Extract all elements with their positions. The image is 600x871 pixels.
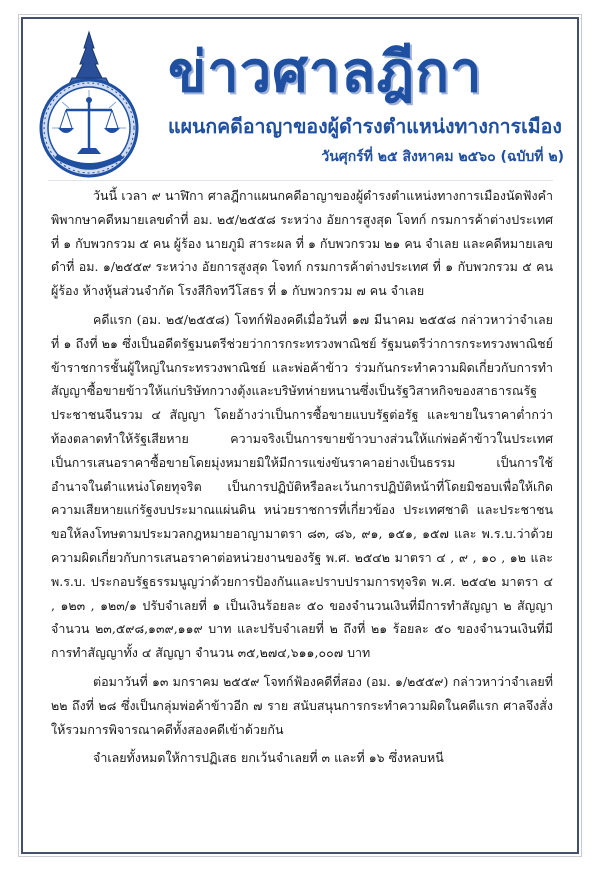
paragraph-second-case: ต่อมาวันที่ ๑๓ มกราคม ๒๕๕๙ โจทก์ฟ้องคดีที่สอง (อม. ๑/๒๕๕๙) กล่าวหาว่าจำเลยที่ ๒๒ ถึงที่ ๒๘ ซึ่งเป็นกลุ่มพ่อค้าข้าวอีก ๗ ราย สนับสนุนการกระทำความผิดในคดีแรก ศาลจึงสั่งให้รวมการพิจารณาคดีทั้งสองคดีเข้าด้วยกัน xyxy=(51,673,553,737)
news-body xyxy=(51,184,553,771)
issue-date-line: วันศุกร์ที่ ๒๕ สิงหาคม ๒๕๖๐ (ฉบับที่ ๒) xyxy=(321,149,564,165)
masthead-subtitle: แผนกคดีอาญาของผู้ดำรงตำแหน่งทางการเมือง xyxy=(168,115,562,138)
paragraph-first-case: คดีแรก (อม. ๒๕/๒๕๕๘) โจทก์ฟ้องคดีเมื่อวันที่ ๑๗ มีนาคม ๒๕๕๘ กล่าวหาว่าจำเลยที่ ๑ ถึงที่ ๒๑ ซึ่งเป็นอดีตรัฐมนตรีช่วยว่าการกระทรวงพาณิชย์ รัฐมนตรีว่าการกระทรวงพาณิชย์ ข้าราชการชั้นผู้ใหญ่ในกระทรวงพาณิชย์ และพ่อค้าข้าว ร่วมกันกระทำความผิดเกี่ยวกับการทำสัญญาซื้อขายข้าวให้แก่บริษัทกวางตุ้งและบริษัทห่ายหนานซึ่งเป็นรัฐวิสาหกิจของสาธารณรัฐประชาชนจีนรวม ๔ สัญญา โดยอ้างว่าเป็นการซื้อขายแบบรัฐต่อรัฐ และขายในราคาต่ำกว่าท้องตลาดทำให้รัฐเสียหาย ความจริงเป็นการขายข้าวบางส่วนให้แก่พ่อค้าข้าวในประเทศเป็นการเสนอราคาซื้อขายโดยมุ่งหมายมิให้มีการแข่งขันราคาอย่างเป็นธรรม เป็นการใช้อำนาจในตำแหน่งโดยทุจริต เป็นการปฏิบัติหรือละเว้นการปฏิบัติหน้าที่โดยมิชอบเพื่อให้เกิดความเสียหายแก่รัฐงบประมาณแผ่นดิน หน่วยราชการที่เกี่ยวข้อง ประเทศชาติ และประชาชน ขอให้ลงโทษตามประมวลกฎหมายอาญามาตรา ๘๓, ๘๖, ๙๑, ๑๕๑, ๑๕๗ และ พ.ร.บ.ว่าด้วยความผิดเกี่ยวกับการเสนอราคาต่อหน่วยงานของรัฐ พ.ศ. ๒๕๔๒ มาตรา ๔ , ๙ , ๑๐ , ๑๒ และ พ.ร.บ. ประกอบรัฐธรรมนูญว่าด้วยการป้องกันและปราบปรามการทุจริต พ.ศ. ๒๕๔๒ มาตรา ๔ , ๑๒๓ , ๑๒๓/๑ ปรับจำเลยที่ ๑ เป็นเงินร้อยละ ๕๐ ของจำนวนเงินที่มีการทำสัญญา ๒ สัญญา จำนวน ๒๓,๕๙๘,๑๓๙,๑๑๙ บาท และปรับจำเลยที่ ๒ ถึงที่ ๒๑ ร้อยละ ๕๐ ของจำนวนเงินที่มีการทำสัญญาทั้ง ๔ สัญญา จำนวน ๓๕,๒๗๔,๖๑๑,๐๐๗ บาท xyxy=(51,311,553,661)
court-emblem-icon xyxy=(32,30,146,180)
header-divider xyxy=(48,180,553,181)
masthead-title: ข่าวศาลฎีกา xyxy=(168,40,483,105)
paragraph-defendants-plea: จำเลยทั้งหมดให้การปฏิเสธ ยกเว้นจำเลยที่ ๓ และที่ ๑๖ ซึ่งหลบหนี xyxy=(93,750,444,766)
paragraph-intro: วันนี้ เวลา ๙ นาฬิกา ศาลฎีกาแผนกคดีอาญาของผู้ดำรงตำแหน่งทางการเมืองนัดฟังคำพิพากษาคดีหมายเลขดำที่ อม. ๒๕/๒๕๕๘ ระหว่าง อัยการสูงสุด โจทก์ กรมการค้าต่างประเทศ ที่ ๑ กับพวกรวม ๕ คน ผู้ร้อง นายภูมิ สาระผล ที่ ๑ กับพวกรวม ๒๑ คน จำเลย และคดีหมายเลขดำที่ อม. ๑/๒๕๕๙ ระหว่าง อัยการสูงสุด โจทก์ กรมการค้าต่างประเทศ ที่ ๑ กับพวกรวม ๕ คน ผู้ร้อง ห้างหุ้นส่วนจำกัด โรงสีกิจทวีโสธร ที่ ๑ กับพวกรวม ๗ คน จำเลย xyxy=(51,188,553,299)
